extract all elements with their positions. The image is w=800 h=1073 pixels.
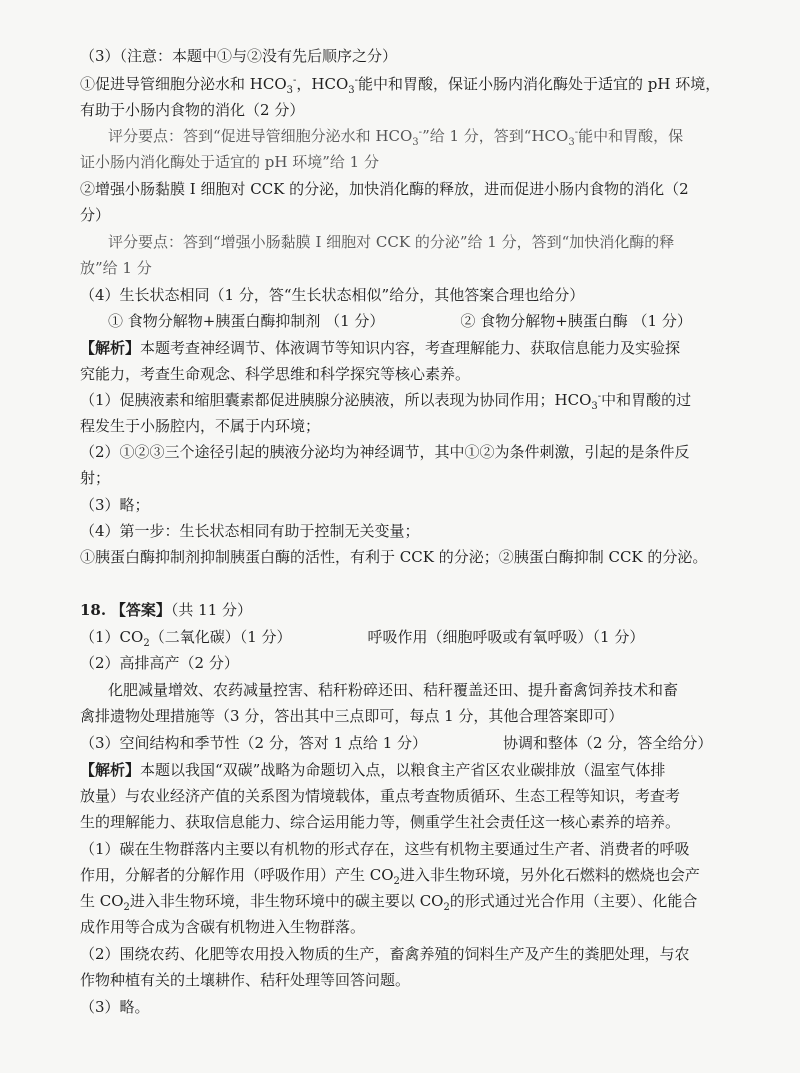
q18-answer2: （2）高排高产（2 分） [80,654,239,672]
q18-exp3: （3）略。 [80,998,150,1016]
q17-score1-line2: 证小肠内消化酶处于适宜的 pH 环境”给 1 分 [80,153,379,171]
q17-exp4: （4）第一步：生长状态相同有助于控制无关变量； [80,522,420,540]
q17-item2-line1: ②增强小肠黏膜 I 细胞对 CCK 的分泌，加快消化酶的释放，进而促进小肠内食物的消化（2 [80,180,689,198]
q17-part4: （4）生长状态相同（1 分，答“生长状态相似”给分，其他答案合理也给分） [80,286,585,304]
q17-score1-line1: 评分要点：答到“促进导管细胞分泌水和 $HCO_3^-$”给 1 分，答到“$HCO_3^-$能中和胃酸，保 [108,127,684,148]
q18-analysis-line3: 生的理解能力、获取信息能力、综合运用能力等，侧重学生社会责任这一核心素养的培养。 [80,813,681,831]
q18-exp1-line2: 作用，分解者的分解作用（呼吸作用）产生 $CO_2$进入非生物环境，另外化石燃料的燃烧也会产 [80,866,700,887]
q18-answer2-detail-line1: 化肥减量增效、农药减量控害、秸秆粉碎还田、秸秆覆盖还田、提升畜禽饲养技术和畜 [108,681,679,699]
q18-exp1-line1: （1）碳在生物群落内主要以有机物的形式存在，这些有机物主要通过生产者、消费者的呼吸 [80,840,690,858]
q17-part4-options: ① 食物分解物+胰蛋白酶抑制剂 （1 分） ② 食物分解物+胰蛋白酶 （1 分） [108,312,692,330]
q17-item1-line2: 有助于小肠内食物的消化（2 分） [80,101,305,119]
q18-answer3: （3）空间结构和季节性（2 分，答对 1 点给 1 分） 协调和整体（2 分，答全给分） [80,734,713,752]
q18-analysis-line1: 【解析】本题以我国“双碳”战略为命题切入点，以粮食主产省区农业碳排放（温室气体排 [80,761,666,779]
q18-answer1: $(1)CO_2$（二氧化碳）（1 分） 呼吸作用（细胞呼吸或有氧呼吸）（1 分） [80,628,645,649]
q17-exp4-detail: ①胰蛋白酶抑制剂抑制胰蛋白酶的活性，有利于 CCK 的分泌；②胰蛋白酶抑制 CCK 的分泌。 [80,548,708,566]
q17-analysis-line2: 究能力，考查生命观念、科学思维和科学探究等核心素养。 [80,365,471,383]
q18-exp2-line2: 作物种植有关的土壤耕作、秸秆处理等回答问题。 [80,971,411,989]
q18-exp1-line3: 生 $CO_2$进入非生物环境，非生物环境中的碳主要以 $CO_2$的形式通过光合作用（主要）、化能合 [80,892,698,913]
q17-score2-line1: 评分要点：答到“增强小肠黏膜 I 细胞对 CCK 的分泌”给 1 分，答到“加快消化酶的释 [108,233,675,251]
q17-item2-line2: 分） [80,206,111,224]
q17-exp2-line1: （2）①②③三个途径引起的胰液分泌均为神经调节，其中①②为条件刺激，引起的是条件反 [80,443,690,461]
q17-exp1-line1: （1）促胰液素和缩胆囊素都促进胰腺分泌胰液，所以表现为协同作用；$HCO_3^-$中和胃酸的过 [80,391,692,412]
q17-exp3: （3）略； [80,496,150,514]
q17-analysis-line1: 【解析】本题考查神经调节、体液调节等知识内容，考查理解能力、获取信息能力及实验探 [80,339,681,357]
q18-exp2-line1: （2）围绕农药、化肥等农用投入物质的生产，畜禽养殖的饲料生产及产生的粪肥处理，与农 [80,945,690,963]
q17-score2-line2: 放”给 1 分 [80,259,152,277]
q18-heading: 18. 【答案】（共 11 分） [80,601,253,619]
q17-item1-line1: ①促进导管细胞分泌水和 $HCO_3^-$，$HCO_3^-$能中和胃酸，保证小肠内消化酶处于适宜的 pH 环境， [80,75,721,96]
q18-exp1-line4: 成作用等合成为含碳有机物进入生物群落。 [80,918,366,936]
q17-exp2-line2: 射； [80,469,111,487]
q17-part3-note: （3）（注意：本题中①与②没有先后顺序之分） [80,47,398,65]
q17-exp1-line2: 程发生于小肠腔内，不属于内环境； [80,417,321,435]
q18-answer2-detail-line2: 禽排遗物处理措施等（3 分，答出其中三点即可，每点 1 分，其他合理答案即可） [80,707,624,725]
q18-analysis-line2: 放量）与农业经济产值的关系图为情境载体，重点考查物质循环、生态工程等知识，考查考 [80,787,681,805]
